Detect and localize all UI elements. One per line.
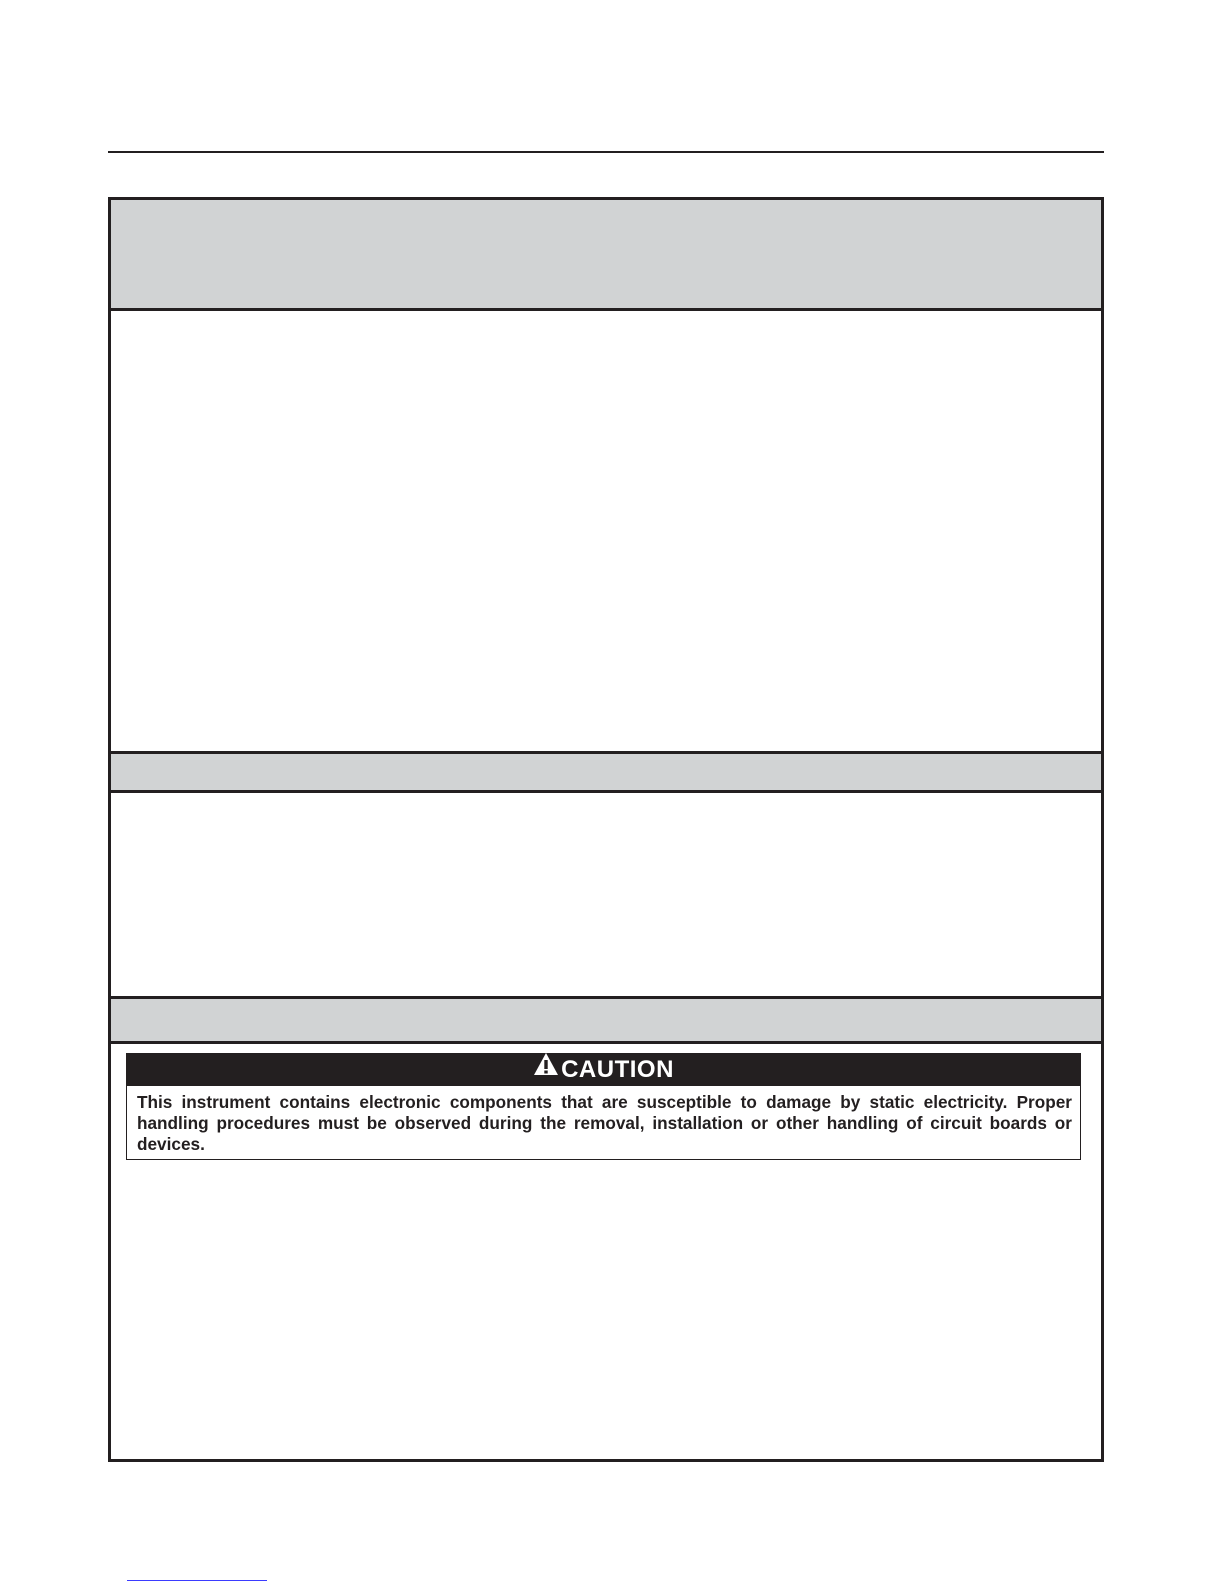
document-frame [108, 197, 1104, 1462]
caution-notice [126, 1053, 1081, 1160]
section-divider-3 [111, 790, 1101, 793]
top-rule [108, 151, 1104, 153]
warning-triangle-icon [533, 1052, 559, 1085]
section-header-2 [111, 754, 1101, 790]
section-divider-5 [111, 1041, 1101, 1044]
section-header-1 [111, 200, 1101, 308]
caution-heading-bar [127, 1054, 1080, 1086]
footer-link-underline[interactable] [127, 1580, 267, 1581]
caution-text: This instrument contains electronic components that are susceptible to damage by static electricity. Proper handling procedures must be observed during the removal, installation or other handling of circuit boards or devices. [137, 1092, 1072, 1154]
section-header-3 [111, 999, 1101, 1041]
caution-heading: CAUTION [561, 1056, 674, 1083]
section-divider-1 [111, 308, 1101, 311]
